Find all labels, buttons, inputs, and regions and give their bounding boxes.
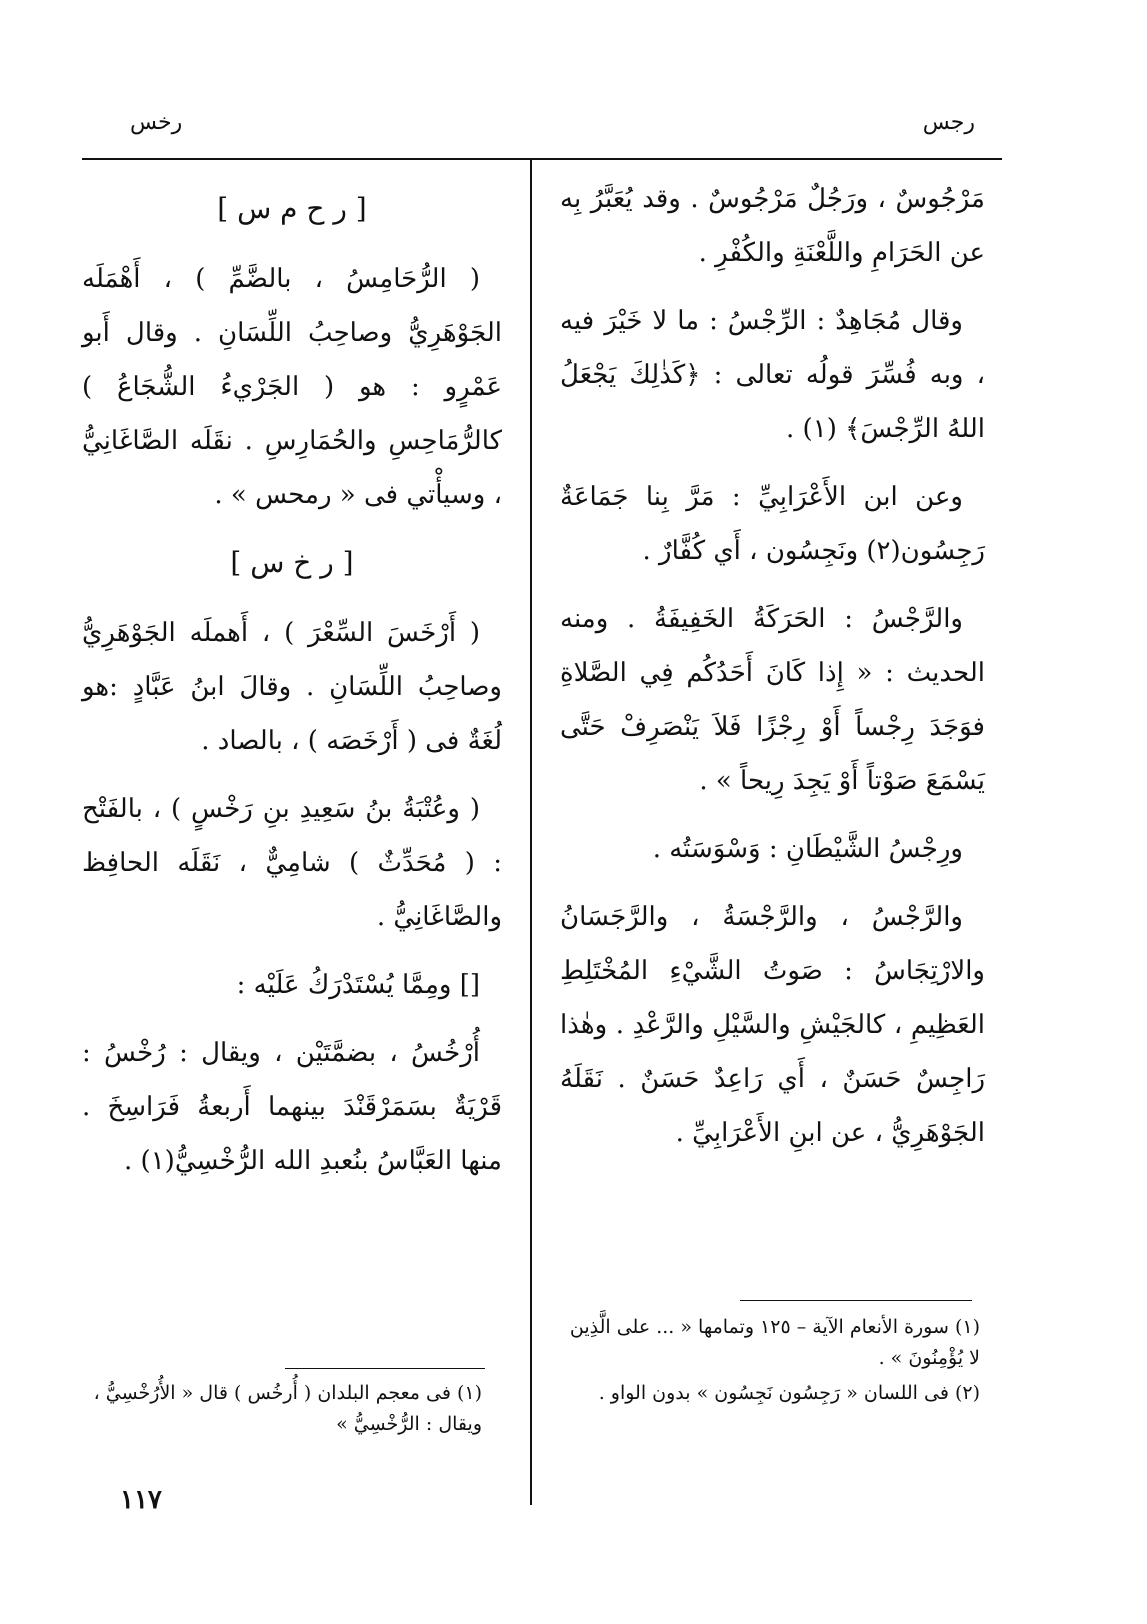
footnote-right-2: (٢) فى اللسان « رَجِسُون نَجِسُون » بدون الواو . [598, 1382, 980, 1404]
left-paragraph-5: أُرْخُسُ ، بضمَّتَيْن ، ويقال : رُخْسُ : قَرْيَةٌ بسَمَرْقَنْدَ بينهما أَربعةُ فَرَاسِخَ . منها العَبَّاسُ بنُعبدِ الله الرُّخْسِيُّ(١) . [82, 1038, 502, 1176]
column-divider [530, 160, 532, 1505]
right-paragraph-4: والرَّجْسُ : الحَرَكَةُ الخَفِيفَةُ . ومنه الحديث : « إِذا كَانَ أَحَدُكُم فِي الصَّلاةِ فوَجَدَ رِجْساً أَوْ رِجْزًا فَلاَ يَنْصَرِفْ حَتَّى يَسْمَعَ صَوْتاً أَوْ يَجِدَ رِيحاً » . [560, 604, 985, 796]
right-column [560, 172, 985, 1174]
footnote-rule-right [740, 1300, 972, 1301]
left-paragraph-3: ( وعُتْبَةُ بنُ سَعِيدِ بنِ رَخْسٍ ) ، بالفَتْح : ( مُحَدِّثٌ ) شامِيٌّ ، نَقَلَه الحافِظ والصَّاغَانِيُّ . [82, 794, 502, 932]
left-column [82, 172, 502, 1202]
footnote-rule-left [285, 1368, 485, 1369]
right-paragraph-3: وعن ابن الأَعْرَابِيِّ : مَرَّ بِنا جَمَاعَةٌ رَجِسُون(٢) ونَجِسُون ، أَي كُفَّارٌ . [560, 482, 985, 566]
entry-heading-rkhs: [ ر خ س ] [230, 546, 354, 579]
footnotes-left [82, 1378, 482, 1444]
page-number: ١١٧ [120, 1485, 162, 1515]
left-paragraph-1: ( الرُّحَامِسُ ، بالضَّمِّ ) ، أَهْمَلَه الجَوْهَرِيُّ وصاحِبُ اللِّسَانِ . وقال أَبو عَمْرٍو : هو ( الجَرْيءُ الشُّجَاعُ ) كالرُّمَاحِسِ والحُمَارِسِ . نقَلَه الصَّاغَانِيُّ ، وسيأْتي فى « رمحس » . [82, 264, 502, 510]
entry-heading-rhms: [ ر ح م س ] [217, 192, 367, 225]
right-paragraph-1: مَرْجُوسٌ ، ورَجُلٌ مَرْجُوسٌ . وقد يُعَبَّرُ بِه عن الحَرَامِ واللَّعْنَةِ والكُفْرِ . [560, 184, 985, 268]
footnotes-right [560, 1312, 980, 1413]
right-paragraph-6: والرَّجْسُ ، والرَّجْسَةُ ، والرَّجَسَانُ والارْتِجَاسُ : صَوتُ الشَّيْءِ المُخْتَلِطِ العَظِيمِ ، كالجَيْشِ والسَّيْلِ والرَّعْدِ . وهٰذا رَاجِسٌ حَسَنٌ ، أَي رَاعِدٌ حَسَنٌ . نَقَلَهُ الجَوْهَرِيُّ ، عن ابنِ الأَعْرَابِيِّ . [560, 902, 985, 1148]
header-rule [82, 158, 1002, 160]
running-head-right: رجس [922, 110, 975, 135]
right-paragraph-2: وقال مُجَاهِدٌ : الرِّجْسُ : ما لا خَيْرَ فيه ، وبه فُسِّرَ قولُه تعالى : ﴿كَذٰلِكَ يَجْعَلُ اللهُ الرِّجْسَ﴾ (١) . [560, 306, 985, 444]
right-paragraph-5: ورِجْسُ الشَّيْطَانِ : وَسْوَسَتُه . [652, 834, 963, 864]
footnote-right-1: (١) سورة الأنعام الآية – ١٢٥ وتمامها « ... على الَّذِين لا يُؤْمِنُونَ » . [569, 1316, 980, 1369]
footnote-left-1: (١) فى معجم البلدان ( أُرخُس ) قال « الأُرُخْسِيُّ ، ويقال : الرُّخْسِيُّ » [93, 1382, 482, 1435]
running-head-left: رخس [130, 110, 183, 135]
left-paragraph-2: ( أَرْخَسَ السِّعْرَ ) ، أَهملَه الجَوْهَرِيُّ وصاحِبُ اللِّسَانِ . وقالَ ابنُ عَبَّادٍ :هو لُغَةٌ فى ( أَرْخَصَه ) ، بالصاد . [82, 618, 502, 756]
left-paragraph-4: [] ومِمَّا يُسْتَدْرَكُ عَلَيْه : [236, 970, 480, 1000]
